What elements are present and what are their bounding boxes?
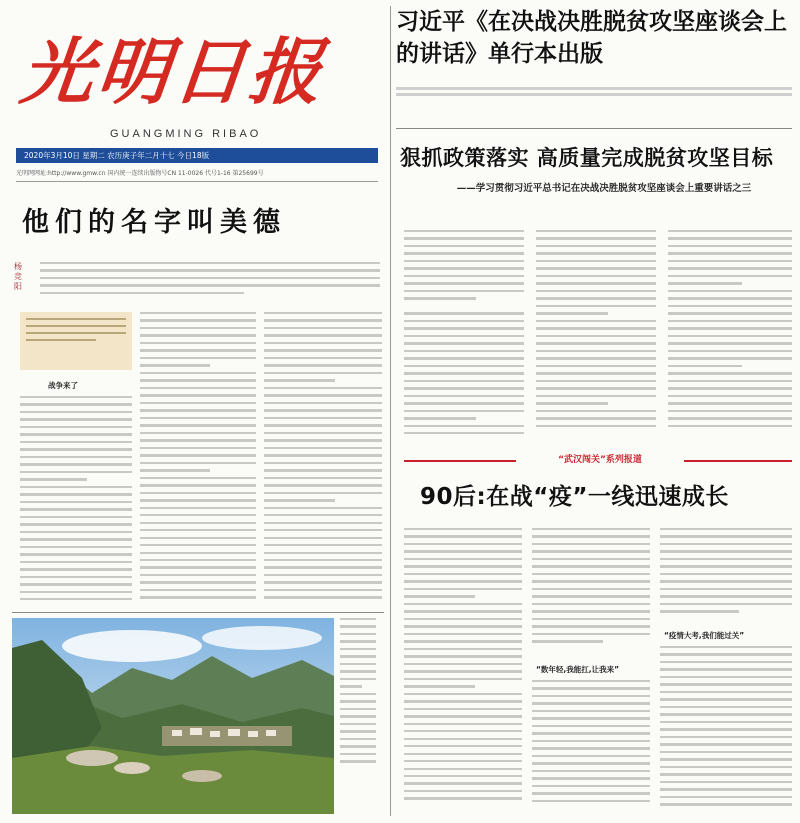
commentary-column-1	[404, 230, 524, 438]
epidemic-column-3b	[660, 646, 792, 816]
feature-intro	[40, 262, 380, 306]
section-divider	[396, 128, 792, 129]
lead-story	[396, 6, 792, 126]
commentary-subheadline: ——学习贯彻习近平总书记在决战决胜脱贫攻坚座谈会上重要讲话之三	[456, 183, 752, 194]
landscape-photo	[12, 618, 334, 814]
feature-section-heading: 战争来了	[48, 381, 78, 390]
series-banner: “武汉闯关”系列报道	[558, 455, 642, 465]
epidemic-section-heading-2: “疫情大考,我们能过关”	[664, 631, 745, 640]
publication-info: 光明网网址:http://www.gmw.cn 国内统一连续出版物号CN 11-0026 代号1-16 第25699号	[16, 168, 378, 182]
feature-headline: 他们的名字叫美德	[22, 207, 286, 238]
epidemic-column-3a	[660, 528, 792, 624]
lead-story-summary	[396, 84, 792, 102]
masthead	[12, 6, 386, 184]
feature-column-3	[264, 312, 382, 610]
newspaper-logo: 光明日报	[16, 29, 330, 114]
feature-column-2	[140, 312, 256, 610]
epidemic-section-heading: “数年轻,我能扛,让我来”	[536, 665, 620, 674]
feature-pull-quote	[20, 312, 132, 370]
banner-rule-right	[684, 460, 792, 462]
epidemic-column-1	[404, 528, 522, 816]
column-rule	[390, 6, 391, 816]
epidemic-column-2a	[532, 528, 650, 656]
mountain-village-image	[12, 618, 334, 814]
commentary-headline: 狠抓政策落实 高质量完成脱贫攻坚目标	[400, 145, 774, 170]
photo-caption	[340, 618, 376, 814]
newspaper-pinyin: GUANGMING RIBAO	[110, 128, 262, 140]
commentary-column-2	[536, 230, 656, 438]
epidemic-column-2b	[532, 680, 650, 816]
dateline-bar: 2020年3月10日 星期二 农历庚子年二月十七 今日18版	[16, 148, 378, 163]
commentary-column-3	[668, 230, 792, 438]
epidemic-story-headline: 90后:在战“疫”一线迅速成长	[420, 484, 729, 510]
lead-story-headline: 习近平《在决战决胜脱贫攻坚座谈会上的讲话》单行本出版	[396, 9, 787, 67]
photo-divider	[12, 612, 384, 613]
feature-author-tag: 杨 竞 阳	[14, 262, 22, 291]
feature-column-1	[20, 396, 132, 610]
banner-rule-left	[404, 460, 516, 462]
